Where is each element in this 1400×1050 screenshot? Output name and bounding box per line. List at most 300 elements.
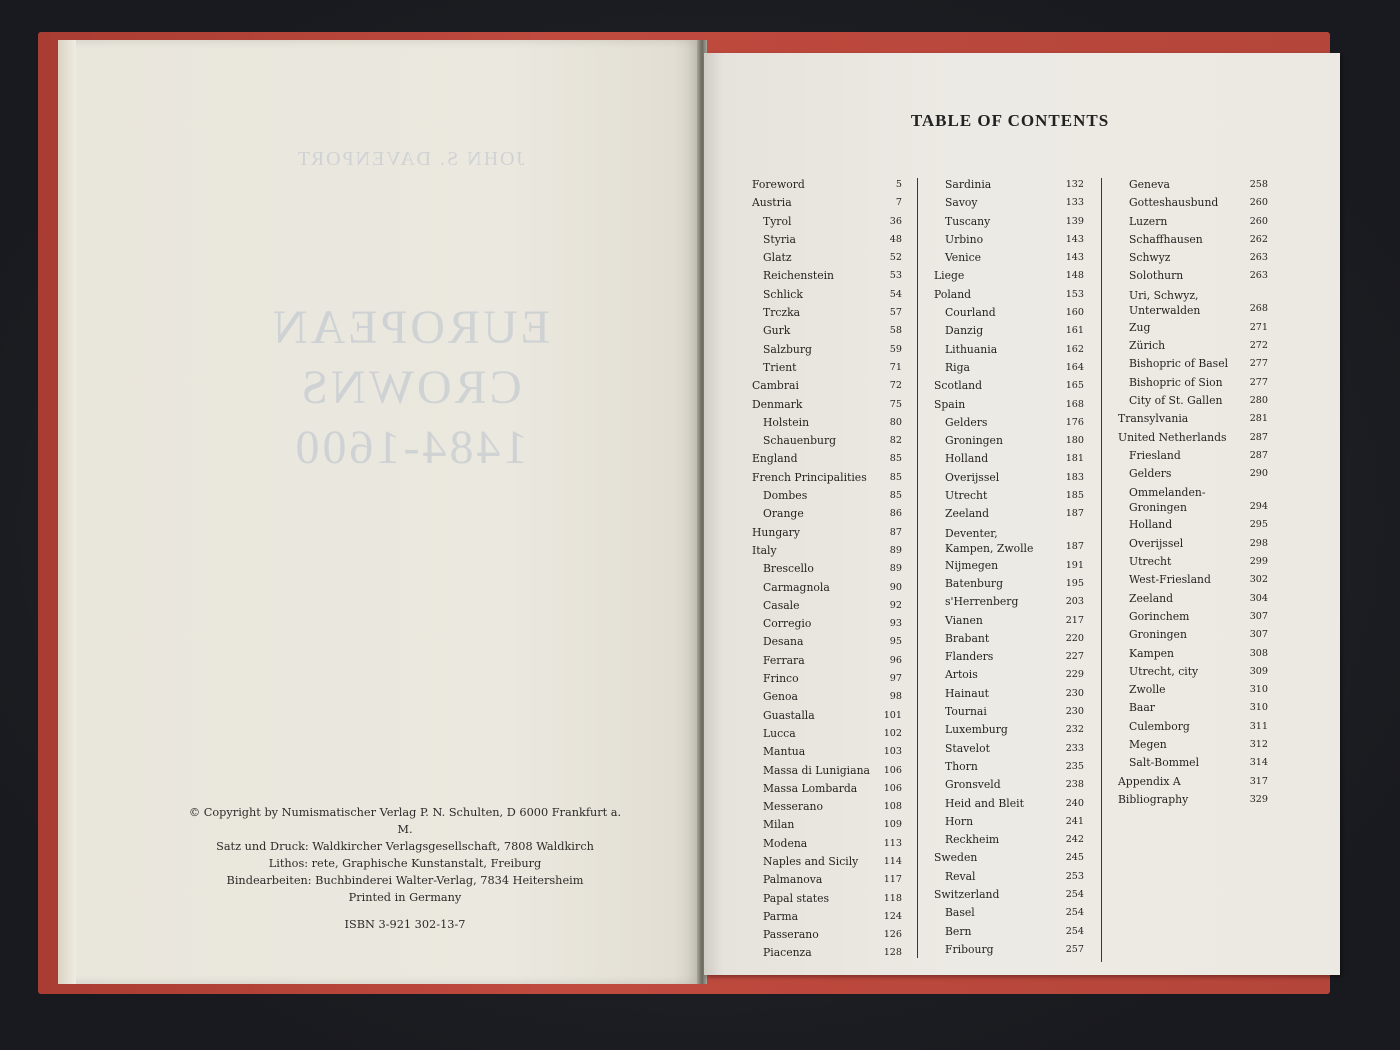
toc-entry-title: Stavelot [945, 741, 990, 755]
toc-entry-page: 180 [1065, 435, 1084, 447]
toc-entry-title: Groningen [1129, 628, 1187, 642]
toc-entry-title: Zeeland [945, 507, 990, 521]
toc-entry-title: Messerano [763, 800, 823, 814]
toc-entry-page: 329 [1249, 793, 1268, 805]
toc-entry [934, 740, 1084, 758]
toc-entry-page: 168 [1065, 398, 1084, 410]
toc-entry-title: Bishopric of Basel [1129, 357, 1229, 371]
toc-entry-title: Massa di Lunigiana [763, 763, 870, 777]
toc-entry-page: 258 [1249, 179, 1268, 190]
toc-entry [752, 707, 902, 725]
toc-entry [752, 816, 902, 834]
toc-entry-page: 271 [1249, 321, 1268, 333]
toc-entry-page: 298 [1249, 537, 1268, 549]
toc-entry-page: 58 [889, 325, 902, 337]
toc-entry [752, 890, 902, 908]
toc-entry-page: 106 [883, 782, 902, 794]
toc-entry-page: 80 [889, 416, 902, 428]
toc-entry-page: 148 [1065, 270, 1084, 282]
toc-entry [752, 798, 902, 816]
toc-entry-title: Tyrol [763, 214, 792, 228]
toc-entry [934, 176, 1084, 194]
toc-entry-page: 53 [889, 270, 902, 282]
toc-entry [752, 176, 902, 194]
toc-entry-title: Geneva [1129, 178, 1170, 191]
toc-entry-title: Papal states [763, 891, 830, 905]
toc-entry-title: Savoy [945, 196, 978, 210]
toc-entry-title: Scotland [934, 379, 983, 393]
toc-column-3 [1118, 176, 1268, 809]
toc-entry-page: 260 [1249, 197, 1268, 209]
toc-entry [1118, 267, 1268, 285]
toc-entry [752, 688, 902, 706]
toc-entry-title: Flanders [945, 650, 994, 664]
toc-entry-page: 304 [1249, 592, 1268, 604]
toc-entry-title: Solothurn [1129, 269, 1184, 283]
toc-entry-title: Schlick [763, 287, 803, 301]
toc-entry-page: 238 [1065, 779, 1084, 791]
toc-entry [752, 322, 902, 340]
toc-entry-page: 310 [1249, 702, 1268, 714]
toc-entry-page: 85 [889, 453, 902, 465]
toc-entry [752, 432, 902, 450]
toc-entry-title: Spain [934, 397, 966, 411]
toc-entry-title: Vianen [945, 613, 983, 627]
toc-entry-page: 48 [889, 233, 902, 245]
toc-entry [934, 612, 1084, 630]
toc-entry [1118, 736, 1268, 754]
toc-entry-title: Bishopric of Sion [1129, 375, 1223, 389]
toc-entry-page: 96 [889, 654, 902, 666]
toc-entry-title: Glatz [763, 251, 792, 265]
toc-entry [752, 194, 902, 212]
toc-entry-title: Switzerland [934, 887, 1000, 901]
toc-entry-page: 230 [1065, 687, 1084, 699]
toc-entry-title: Appendix A [1118, 774, 1181, 788]
toc-entry-page: 195 [1065, 577, 1084, 589]
toc-entry-page: 153 [1065, 288, 1084, 300]
toc-entry-title: Frinco [763, 672, 799, 686]
toc-entry [934, 886, 1084, 904]
toc-entry-page: 217 [1065, 614, 1084, 626]
toc-entry-title: Palmanova [763, 873, 823, 887]
toc-entry [752, 213, 902, 231]
imprint-line: Bindearbeiten: Buchbinderei Walter-Verlag, 7834 Heitersheim [226, 874, 584, 887]
toc-entry-title: Utrecht [945, 489, 988, 503]
toc-entry-page: 181 [1065, 453, 1084, 465]
toc-entry-title: Schaffhausen [1129, 232, 1203, 246]
show-through-title-line: 1484-1600 [292, 421, 528, 474]
toc-entry-page: 262 [1249, 233, 1268, 245]
toc-entry-page: 7 [895, 197, 902, 209]
toc-entry-page: 109 [883, 819, 902, 831]
toc-entry-page: 124 [883, 910, 902, 922]
imprint-line: Printed in Germany [348, 891, 462, 904]
toc-entry [752, 652, 902, 670]
toc-entry-title: Salzburg [763, 342, 812, 356]
toc-entry [1118, 663, 1268, 681]
toc-entry-page: 118 [883, 892, 902, 904]
toc-entry-page: 89 [889, 563, 902, 575]
toc-entry [752, 231, 902, 249]
toc-entry-title: Zwolle [1129, 683, 1166, 697]
toc-entry-page: 187 [1065, 541, 1084, 553]
toc-entry-title: Baar [1129, 701, 1155, 715]
toc-entry-title: Tuscany [945, 214, 991, 228]
toc-entry-page: 93 [889, 618, 902, 630]
toc-entry-page: 72 [889, 380, 902, 392]
toc-entry-title: Uri, Schwyz, Unterwalden [1129, 288, 1201, 317]
toc-entry-page: 254 [1065, 907, 1084, 919]
show-through-author: JOHN S. DAVENPORT [295, 148, 525, 170]
toc-entry-page: 187 [1065, 508, 1084, 520]
toc-entry [752, 469, 902, 487]
toc-entry [1118, 699, 1268, 717]
toc-entry [1118, 645, 1268, 663]
toc-entry-page: 227 [1065, 651, 1084, 663]
toc-entry [752, 396, 902, 414]
toc-entry-page: 82 [889, 435, 902, 447]
toc-entry-title: United Netherlands [1118, 430, 1227, 444]
toc-title: TABLE OF CONTENTS [910, 111, 1110, 130]
toc-entry [1118, 213, 1268, 231]
toc-entry [1118, 355, 1268, 373]
toc-entry-page: 57 [889, 307, 902, 319]
toc-entry-title: Carmagnola [763, 580, 830, 594]
toc-entry-title: Gorinchem [1129, 609, 1190, 623]
toc-entry-title: Reichenstein [763, 269, 834, 283]
toc-entry [752, 944, 902, 962]
toc-entry [752, 853, 902, 871]
toc-entry [934, 685, 1084, 703]
toc-entry-page: 287 [1249, 449, 1268, 461]
toc-entry-page: 185 [1065, 490, 1084, 502]
toc-entry-title: Hungary [752, 525, 800, 539]
toc-entry [934, 432, 1084, 450]
toc-entry [934, 758, 1084, 776]
toc-entry [1118, 286, 1268, 319]
toc-entry-title: Cambrai [752, 379, 799, 393]
toc-entry-page: 307 [1249, 610, 1268, 622]
toc-entry [752, 249, 902, 267]
toc-entry [934, 231, 1084, 249]
toc-entry [934, 249, 1084, 267]
toc-entry-page: 108 [883, 801, 902, 813]
imprint-line: © Copyright by Numismatischer Verlag P. N. Schulten, D 6000 Frankfurt a. M. [188, 806, 622, 836]
toc-entry-title: Horn [945, 814, 974, 828]
toc-entry-title: Brabant [945, 631, 990, 645]
toc-entry-page: 71 [889, 361, 902, 373]
toc-entry [752, 341, 902, 359]
toc-entry [1118, 465, 1268, 483]
toc-entry-title: Transylvania [1118, 412, 1189, 426]
toc-entry [752, 359, 902, 377]
toc-entry-title: Deventer, Kampen, Zwolle [945, 526, 1034, 555]
toc-entry-title: Gelders [945, 415, 988, 429]
toc-entry [1118, 553, 1268, 571]
toc-entry-page: 302 [1249, 574, 1268, 586]
toc-entry [1118, 447, 1268, 465]
toc-entry-title: Dombes [763, 489, 808, 503]
toc-entry-title: Courland [945, 306, 996, 320]
toc-entry-page: 95 [889, 636, 902, 648]
toc-entry-title: Utrecht, city [1129, 664, 1199, 678]
toc-entry-title: Schwyz [1129, 251, 1171, 265]
toc-entry-page: 277 [1249, 376, 1268, 388]
toc-entry-page: 203 [1065, 596, 1084, 608]
toc-entry-title: Trient [763, 360, 797, 374]
toc-entry-page: 290 [1249, 468, 1268, 480]
toc-entry-page: 308 [1249, 647, 1268, 659]
toc-entry-page: 162 [1065, 343, 1084, 355]
toc-entry [1118, 571, 1268, 589]
toc-entry-page: 87 [889, 526, 902, 538]
toc-entry [934, 666, 1084, 684]
toc-entry [752, 286, 902, 304]
toc-entry-title: Riga [945, 360, 970, 374]
toc-entry [752, 304, 902, 322]
toc-entry-page: 280 [1249, 394, 1268, 406]
toc-entry-page: 295 [1249, 519, 1268, 531]
toc-entry-title: Gronsveld [945, 778, 1001, 792]
copyright-imprint [180, 804, 630, 933]
toc-entry-title: Passerano [763, 928, 819, 942]
column-divider [917, 178, 918, 958]
toc-entry-page: 75 [889, 398, 902, 410]
toc-entry-title: Overijssel [1129, 536, 1184, 550]
toc-entry-page: 268 [1249, 303, 1268, 315]
toc-entry [1118, 176, 1268, 194]
toc-entry-page: 241 [1065, 815, 1084, 827]
toc-entry [752, 926, 902, 944]
toc-entry-title: Hainaut [945, 686, 989, 700]
toc-entry-page: 242 [1065, 834, 1084, 846]
toc-entry-page: 314 [1249, 757, 1268, 769]
toc-entry [1118, 626, 1268, 644]
toc-entry [1118, 773, 1268, 791]
toc-entry [934, 286, 1084, 304]
toc-entry [934, 469, 1084, 487]
toc-entry-page: 260 [1249, 215, 1268, 227]
toc-entry-title: Artois [945, 668, 978, 682]
toc-entry [934, 505, 1084, 523]
toc-entry [934, 795, 1084, 813]
toc-entry [1118, 754, 1268, 772]
toc-entry-page: 277 [1249, 358, 1268, 370]
toc-entry-title: Guastalla [763, 708, 815, 722]
toc-entry-title: Orange [763, 507, 804, 521]
toc-entry [934, 377, 1084, 395]
toc-entry-title: Fribourg [945, 942, 994, 956]
imprint-line: Satz und Druck: Waldkircher Verlagsgesellschaft, 7808 Waldkirch [216, 840, 594, 853]
toc-entry-title: Culemborg [1129, 719, 1190, 733]
toc-entry-title: Styria [763, 232, 796, 246]
toc-entry-title: Milan [763, 818, 795, 832]
toc-entry-page: 263 [1249, 270, 1268, 282]
toc-entry [1118, 337, 1268, 355]
toc-entry-title: Tournai [945, 705, 987, 719]
toc-entry [752, 267, 902, 285]
toc-entry [1118, 410, 1268, 428]
toc-entry-page: 263 [1249, 252, 1268, 264]
toc-entry-page: 106 [883, 764, 902, 776]
imprint-line: Lithos: rete, Graphische Kunstanstalt, Freiburg [268, 857, 542, 870]
toc-entry-title: Naples and Sicily [763, 854, 859, 868]
toc-entry [934, 904, 1084, 922]
toc-entry-title: Thorn [945, 759, 978, 773]
toc-entry-page: 235 [1065, 760, 1084, 772]
toc-entry [1118, 319, 1268, 337]
toc-entry [934, 322, 1084, 340]
toc-entry [752, 615, 902, 633]
toc-entry-title: Venice [945, 251, 982, 265]
isbn: ISBN 3-921 302-13-7 [344, 918, 466, 931]
toc-column-2 [934, 176, 1084, 959]
toc-entry [752, 670, 902, 688]
toc-entry-title: Lithuania [945, 342, 998, 356]
toc-entry-page: 229 [1065, 669, 1084, 681]
toc-entry-title: Modena [763, 836, 808, 850]
toc-entry-page: 230 [1065, 706, 1084, 718]
column-divider [1101, 178, 1102, 962]
toc-entry [934, 304, 1084, 322]
toc-entry [1118, 681, 1268, 699]
toc-entry-title: Gotteshausbund [1129, 196, 1219, 210]
toc-entry-page: 102 [883, 727, 902, 739]
toc-entry-page: 310 [1249, 684, 1268, 696]
toc-entry-page: 176 [1065, 416, 1084, 428]
toc-entry-title: Urbino [945, 232, 984, 246]
toc-entry [752, 871, 902, 889]
toc-entry [752, 524, 902, 542]
toc-entry [752, 414, 902, 432]
toc-entry-title: French Principalities [752, 470, 867, 484]
toc-entry-title: Holland [1129, 518, 1173, 532]
toc-entry [934, 923, 1084, 941]
toc-entry-page: 126 [883, 929, 902, 941]
toc-entry [934, 868, 1084, 886]
toc-entry-title: Reval [945, 869, 976, 883]
show-through-title [240, 298, 580, 478]
toc-entry-title: Kampen [1129, 646, 1174, 660]
toc-entry-title: Denmark [752, 397, 803, 411]
toc-entry [934, 341, 1084, 359]
toc-entry [934, 575, 1084, 593]
toc-entry-title: England [752, 452, 798, 466]
toc-entry-page: 191 [1065, 559, 1084, 571]
toc-entry-page: 254 [1065, 925, 1084, 937]
toc-entry-title: Reckheim [945, 833, 1000, 847]
toc-entry-title: City of St. Gallen [1129, 393, 1223, 407]
toc-entry [934, 194, 1084, 212]
toc-entry-page: 143 [1065, 252, 1084, 264]
toc-entry [752, 579, 902, 597]
toc-entry [752, 725, 902, 743]
toc-entry-title: Luxemburg [945, 723, 1008, 737]
toc-entry-title: Holstein [763, 415, 810, 429]
toc-entry-title: Genoa [763, 690, 798, 704]
toc-entry [752, 560, 902, 578]
toc-entry [934, 813, 1084, 831]
toc-entry [934, 450, 1084, 468]
toc-entry-title: Foreword [752, 178, 805, 191]
show-through-title-line: EUROPEAN [270, 301, 551, 354]
toc-entry-page: 101 [883, 709, 902, 721]
toc-entry [934, 776, 1084, 794]
toc-entry-page: 86 [889, 508, 902, 520]
toc-entry [934, 267, 1084, 285]
toc-entry-title: Ferrara [763, 653, 805, 667]
toc-entry [752, 450, 902, 468]
toc-column-1 [752, 176, 902, 963]
toc-entry-page: 311 [1249, 720, 1268, 732]
toc-entry-title: Massa Lombarda [763, 781, 858, 795]
toc-entry-page: 161 [1065, 325, 1084, 337]
toc-entry-page: 90 [889, 581, 902, 593]
toc-entry [934, 557, 1084, 575]
toc-entry-page: 89 [889, 544, 902, 556]
toc-entry-title: Friesland [1129, 448, 1181, 462]
toc-entry-page: 183 [1065, 471, 1084, 483]
toc-entry [934, 703, 1084, 721]
toc-entry-page: 165 [1065, 380, 1084, 392]
toc-entry [934, 487, 1084, 505]
toc-entry-page: 54 [889, 288, 902, 300]
toc-entry [752, 908, 902, 926]
toc-entry-page: 133 [1065, 197, 1084, 209]
toc-entry-page: 253 [1065, 870, 1084, 882]
toc-entry-page: 36 [889, 215, 902, 227]
toc-entry-title: Zug [1129, 320, 1151, 334]
toc-entry-title: Nijmegen [945, 558, 999, 572]
toc-entry [1118, 392, 1268, 410]
toc-entry-page: 132 [1065, 179, 1084, 190]
toc-entry-page: 59 [889, 343, 902, 355]
toc-entry-title: Holland [945, 452, 989, 466]
toc-entry [934, 524, 1084, 557]
toc-entry-title: Sardinia [945, 178, 992, 191]
show-through-title-line: CROWNS [298, 361, 522, 414]
toc-entry-page: 299 [1249, 556, 1268, 568]
toc-entry-title: Zeeland [1129, 591, 1174, 605]
toc-entry-page: 128 [883, 947, 902, 959]
toc-entry [934, 849, 1084, 867]
toc-entry [934, 941, 1084, 959]
toc-entry-page: 52 [889, 252, 902, 264]
toc-entry-title: Sweden [934, 851, 978, 865]
toc-entry-title: s'Herrenberg [945, 595, 1019, 609]
toc-entry [1118, 718, 1268, 736]
toc-entry-page: 85 [889, 471, 902, 483]
toc-entry-page: 233 [1065, 742, 1084, 754]
toc-entry-title: Bibliography [1118, 792, 1189, 806]
toc-entry-title: Gelders [1129, 467, 1172, 481]
toc-entry-title: Austria [752, 196, 792, 210]
toc-entry-title: Poland [934, 287, 972, 301]
toc-entry-title: Zürich [1129, 339, 1166, 353]
toc-entry-page: 287 [1249, 431, 1268, 443]
toc-entry-title: Ommelanden-Groningen [1129, 486, 1206, 515]
toc-entry [752, 762, 902, 780]
toc-entry-page: 272 [1249, 340, 1268, 352]
toc-entry-page: 257 [1065, 943, 1084, 955]
toc-entry [752, 633, 902, 651]
toc-entry-title: Salt-Bommel [1129, 756, 1200, 770]
toc-entry-title: Casale [763, 598, 800, 612]
toc-entry [934, 721, 1084, 739]
toc-entry [934, 831, 1084, 849]
toc-entry-page: 160 [1065, 307, 1084, 319]
